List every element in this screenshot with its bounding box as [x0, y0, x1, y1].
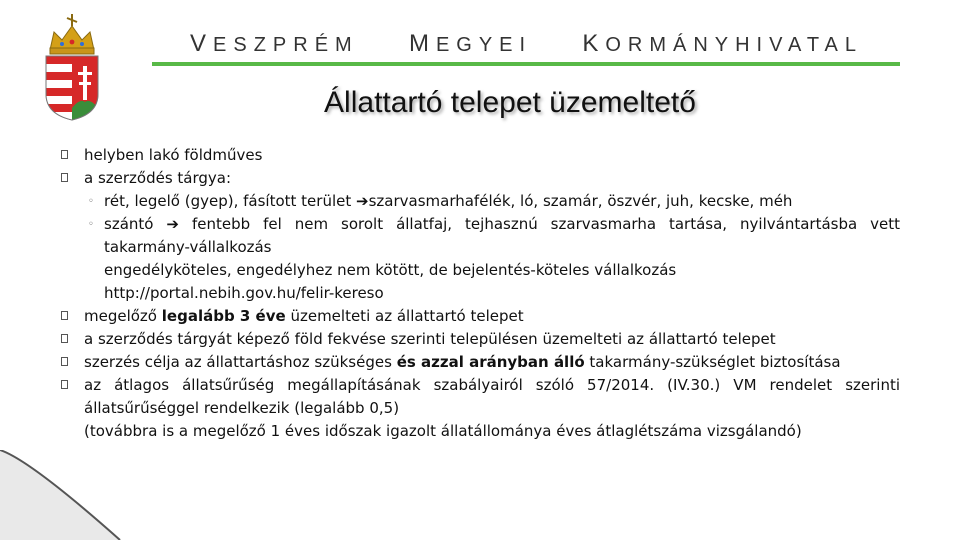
continuation-line: állatsűrűséggel rendelkezik (legalább 0,5)	[84, 399, 400, 417]
bullet-list	[60, 144, 900, 443]
bullet-icon	[61, 311, 68, 320]
arrow-icon: ➔	[356, 192, 369, 210]
ring-bullet-icon: ◦	[88, 196, 94, 207]
crown-icon	[50, 14, 94, 54]
bullet-icon	[61, 380, 68, 389]
continuation-line: engedélyköteles, engedélyhez nem kötött, de bejelentés-köteles vállalkozás	[104, 261, 677, 279]
ring-bullet-icon: ◦	[88, 219, 94, 230]
bullet-item: helyben lakó földműves	[60, 144, 900, 167]
continuation-line: (továbbra is a megelőző 1 éves időszak igazolt állatállománya éves átlaglétszáma vizsgálandó)	[84, 422, 802, 440]
sub-bullet-item: ◦ szántó ➔ fentebb fel nem sorolt állatfaj, tejhasznú szarvasmarha tartása, nyilvántartásba vett	[60, 213, 900, 236]
bullet-item: a szerződés tárgya:	[60, 167, 900, 190]
bullet-icon	[61, 150, 68, 159]
continuation-line: takarmány-vállalkozás	[104, 238, 272, 256]
sub-bullet-item: ◦ rét, legelő (gyep), fásított terület ➔szarvasmarhafélék, ló, szamár, öszvér, juh, kecske, méh	[60, 190, 900, 213]
bullet-icon	[61, 173, 68, 182]
bullet-item: szerzés célja az állattartáshoz szükséges és azzal arányban álló takarmány-szükséglet biztosítása	[60, 351, 900, 374]
bullet-item: a szerződés tárgyát képező föld fekvése szerinti településen üzemelteti az állattartó telepet	[60, 328, 900, 351]
slide-body	[60, 144, 900, 443]
slide-title: Állattartó telepet üzemeltető	[324, 86, 696, 119]
bullet-icon	[61, 334, 68, 343]
bullet-icon	[61, 357, 68, 366]
arrow-icon: ➔	[166, 215, 179, 233]
bullet-item: megelőző legalább 3 éve üzemelteti az állattartó telepet	[60, 305, 900, 328]
corner-decoration	[0, 450, 200, 540]
header-divider	[152, 62, 900, 66]
bullet-item: az átlagos állatsűrűség megállapításának szabályairól szóló 57/2014. (IV.30.) VM rendelet szerinti	[60, 374, 900, 397]
organization-name: VESZPRÉM MEGYEI KORMÁNYHIVATAL	[190, 30, 864, 57]
nebih-link[interactable]: http://portal.nebih.gov.hu/felir-kereso	[104, 284, 384, 302]
